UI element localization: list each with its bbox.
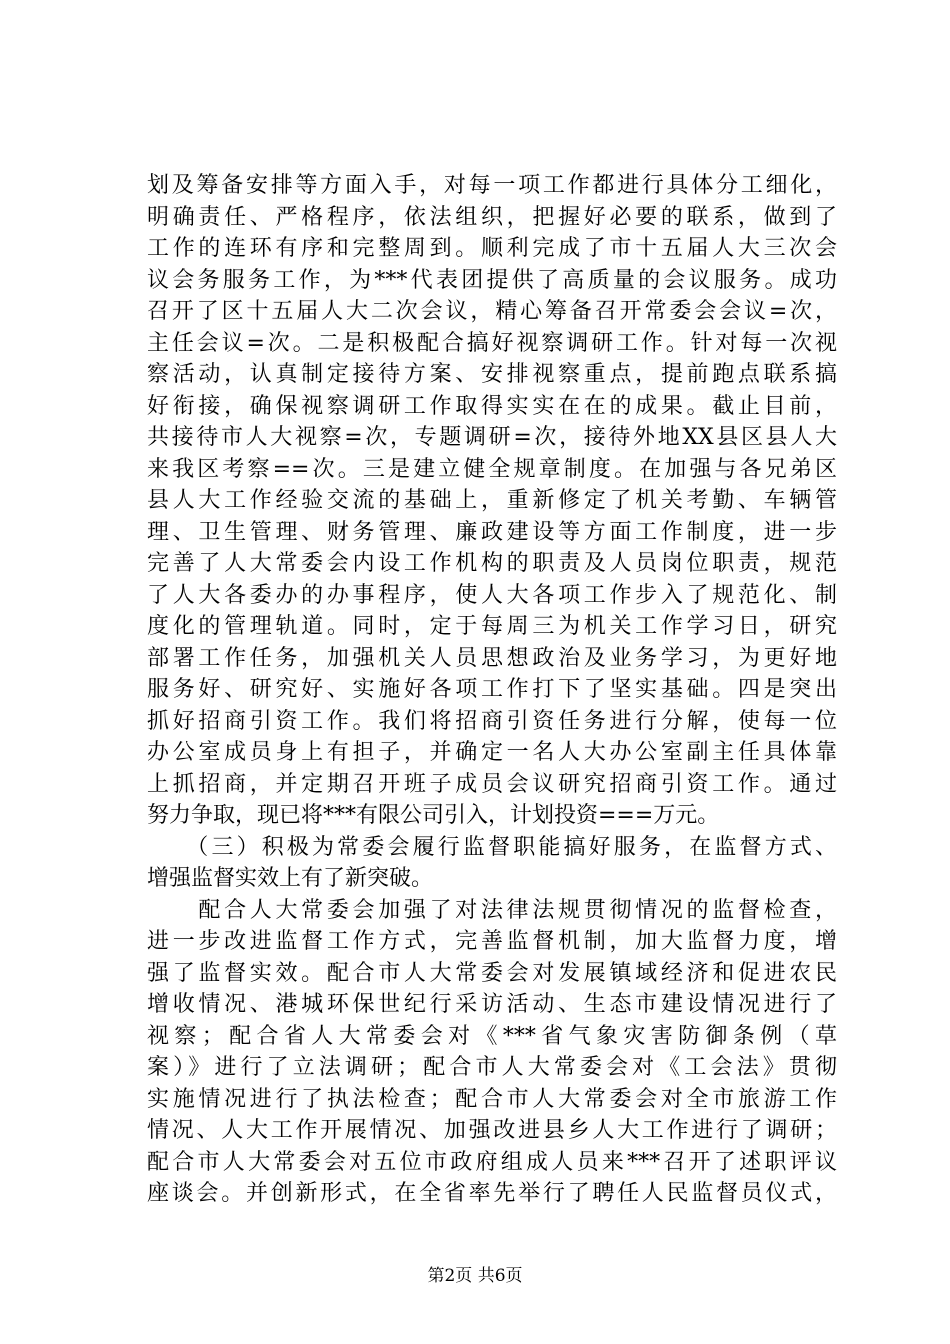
text-line: 完善了人大常委会内设工作机构的职责及人员岗位职责，规范 bbox=[147, 551, 837, 576]
text-line: 好衔接，确保视察调研工作取得实实在在的成果。截止目前， bbox=[147, 393, 837, 419]
text-line: 视察；配合省人大常委会对《***省气象灾害防御条例（草 bbox=[147, 1023, 837, 1049]
text-line: 配合市人大常委会对五位市政府组成人员来***召开了述职评议 bbox=[147, 1149, 837, 1175]
text-line: 办公室成员身上有担子，并确定一名人大办公室副主任具体靠 bbox=[147, 740, 837, 765]
text-line: 了人大各委办的办事程序，使人大各项工作步入了规范化、制 bbox=[147, 582, 837, 608]
text-line: 努力争取，现已将***有限公司引入，计划投资===万元。 bbox=[147, 803, 720, 828]
text-line: 理、卫生管理、财务管理、廉政建设等方面工作制度，进一步 bbox=[147, 519, 837, 545]
text-line: 增收情况、港城环保世纪行采访活动、生态市建设情况进行了 bbox=[147, 992, 837, 1017]
text-line: 明确责任、严格程序，依法组织，把握好必要的联系，做到了 bbox=[147, 204, 837, 230]
text-line: 上抓招商，并定期召开班子成员会议研究招商引资工作。通过 bbox=[147, 771, 837, 797]
body-text bbox=[147, 170, 837, 1210]
text-line: 察活动，认真制定接待方案、安排视察重点，提前跑点联系搞 bbox=[147, 362, 837, 387]
text-line: 工作的连环有序和完整周到。顺利完成了市十五届人大三次会 bbox=[147, 236, 837, 261]
text-line: 座谈会。并创新形式，在全省率先举行了聘任人民监督员仪式， bbox=[147, 1181, 837, 1206]
section-heading-line: 增强监督实效上有了新突破。 bbox=[147, 866, 434, 891]
section-heading-line: （三）积极为常委会履行监督职能搞好服务，在监督方式、 bbox=[147, 834, 837, 860]
page-number-footer: 第2页 共6页 bbox=[427, 1266, 523, 1286]
text-line: 召开了区十五届人大二次会议，精心筹备召开常委会会议=次， bbox=[147, 299, 837, 324]
text-line: 案）》进行了立法调研；配合市人大常委会对《工会法》贯彻 bbox=[147, 1055, 837, 1080]
text-line: 抓好招商引资工作。我们将招商引资任务进行分解，使每一位 bbox=[147, 708, 837, 734]
text-line: 配合人大常委会加强了对法律法规贯彻情况的监督检查， bbox=[147, 897, 837, 923]
text-line: 划及筹备安排等方面入手，对每一项工作都进行具体分工细化， bbox=[147, 173, 837, 198]
text-line: 部署工作任务，加强机关人员思想政治及业务学习，为更好地 bbox=[147, 645, 837, 671]
text-line: 强了监督实效。配合市人大常委会对发展镇域经济和促进农民 bbox=[147, 960, 837, 986]
text-line: 县人大工作经验交流的基础上，重新修定了机关考勤、车辆管 bbox=[147, 488, 837, 513]
text-line: 进一步改进监督工作方式，完善监督机制，加大监督力度，增 bbox=[147, 929, 837, 954]
text-line: 共接待市人大视察=次，专题调研=次，接待外地XX县区县人大 bbox=[147, 425, 837, 450]
text-line: 议会务服务工作，为***代表团提供了高质量的会议服务。成功 bbox=[147, 267, 837, 293]
text-line: 主任会议=次。二是积极配合搞好视察调研工作。针对每一次视 bbox=[147, 330, 837, 356]
text-line: 服务好、研究好、实施好各项工作打下了坚实基础。四是突出 bbox=[147, 677, 837, 702]
text-line: 来我区考察==次。三是建立健全规章制度。在加强与各兄弟区 bbox=[147, 456, 837, 482]
text-line: 实施情况进行了执法检查；配合市人大常委会对全市旅游工作 bbox=[147, 1086, 837, 1112]
text-line: 情况、人大工作开展情况、加强改进县乡人大工作进行了调研； bbox=[147, 1118, 837, 1143]
text-line: 度化的管理轨道。同时，定于每周三为机关工作学习日，研究 bbox=[147, 614, 837, 639]
